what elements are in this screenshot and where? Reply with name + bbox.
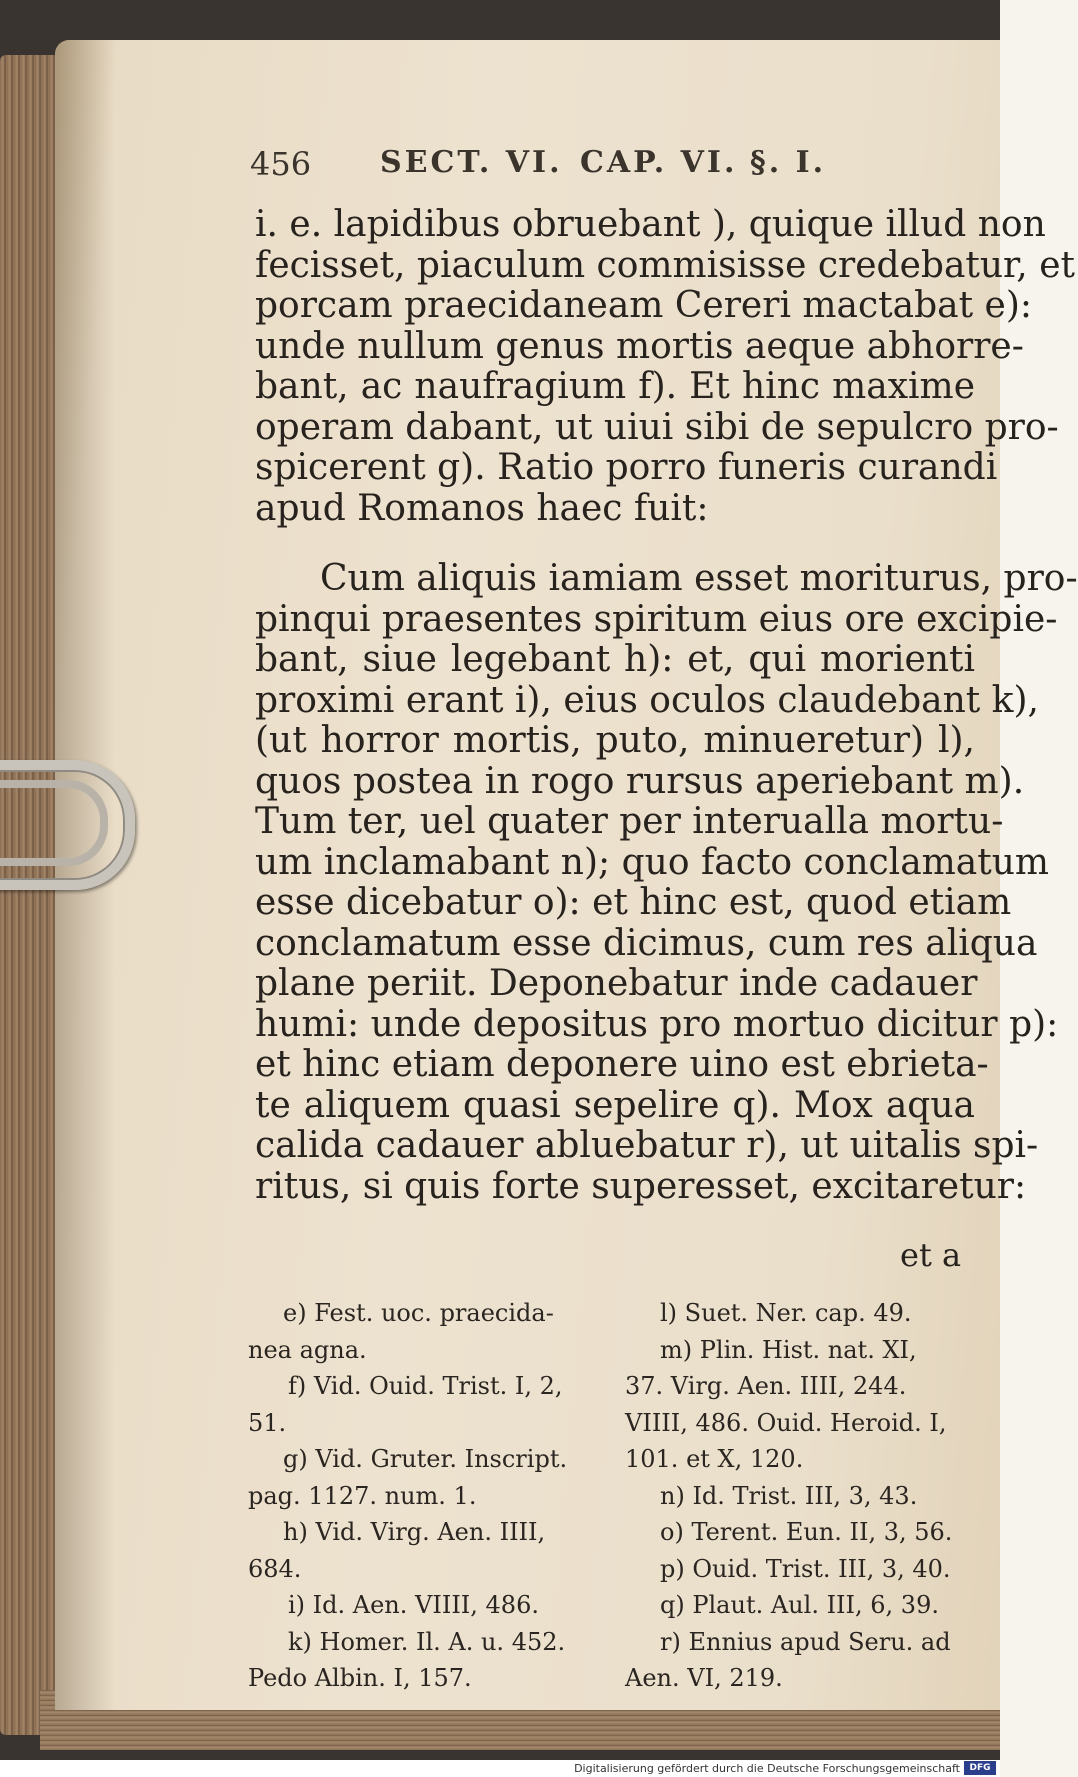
text-line: (ut horror mortis, puto, minueretur) l),: [255, 720, 975, 761]
book-page-edges: [0, 55, 62, 1735]
footnote-line: l) Suet. Ner. cap. 49.: [660, 1299, 912, 1327]
main-text: [255, 204, 1078, 1207]
text-line: conclamatum esse dicimus, cum res aliqua: [255, 922, 1038, 964]
text-line: bant, ac naufragium f). Et hinc maxime: [255, 366, 975, 407]
paragraph-label: §. I.: [750, 145, 827, 180]
footnote-line: m) Plin. Hist. nat. XI,: [660, 1335, 917, 1364]
footnote-line: 37. Virg. Aen. IIII, 244.: [625, 1372, 907, 1400]
text-line: bant, siue legebant h): et, qui morienti: [255, 639, 975, 680]
funding-credit: Digitalisierung gefördert durch die Deutsche Forschungsgemeinschaft: [574, 1762, 960, 1775]
footnote-line: nea agna.: [248, 1335, 367, 1364]
dfg-logo-icon: DFG: [964, 1761, 996, 1775]
footnote-line: 101. et X, 120.: [625, 1445, 804, 1473]
chapter-label: CAP. VI.: [580, 145, 738, 180]
text-line: Cum aliquis iamiam esset moriturus, pro-: [320, 558, 1078, 599]
footnote-line: r) Ennius apud Seru. ad: [660, 1627, 951, 1656]
paper-clip-inner-icon: [0, 780, 108, 866]
text-line: i. e. lapidibus obruebant ), quique illud non: [255, 204, 1046, 245]
footnote-line: Pedo Albin. I, 157.: [248, 1664, 472, 1692]
footnotes-right: [625, 1295, 970, 1697]
footnote-line: i) Id. Aen. VIIII, 486.: [288, 1591, 539, 1619]
text-line: quos postea in rogo rursus aperiebant m).: [255, 760, 1025, 802]
text-line: spicerent g). Ratio porro funeris curandi: [255, 447, 998, 488]
section-label: SECT. VI.: [380, 145, 563, 180]
text-line: apud Romanos haec fuit:: [255, 487, 709, 529]
running-header: [250, 145, 870, 191]
text-line: ritus, si quis forte superesset, excitaretur:: [255, 1165, 1027, 1207]
text-line: porcam praecidaneam Cereri mactabat e):: [255, 285, 1032, 326]
footnote-line: k) Homer. Il. A. u. 452.: [288, 1627, 566, 1656]
text-line: plane periit. Deponebatur inde cadauer: [255, 963, 978, 1004]
text-line: operam dabant, ut uiui sibi de sepulcro pro-: [255, 406, 1059, 448]
text-line: humi: unde depositus pro mortuo dicitur p):: [255, 1003, 1059, 1045]
text-line: te aliquem quasi sepelire q). Mox aqua: [255, 1084, 975, 1126]
text-line: unde nullum genus mortis aeque abhorre-: [255, 325, 1024, 367]
text-line: calida cadauer abluebatur r), ut uitalis spi-: [255, 1125, 1039, 1166]
text-line: Tum ter, uel quater per interualla mortu-: [255, 801, 1004, 842]
page-number: 456: [250, 145, 312, 183]
text-line: esse dicebatur o): et hinc est, quod etiam: [255, 882, 1012, 923]
footnote-line: pag. 1127. num. 1.: [248, 1481, 477, 1510]
text-line: proximi erant i), eius oculos claudebant k),: [255, 679, 1039, 721]
footnote-line: 684.: [248, 1554, 302, 1583]
footnote-line: 51.: [248, 1408, 287, 1437]
footnote-line: q) Plaut. Aul. III, 6, 39.: [660, 1591, 939, 1619]
footnote-line: f) Vid. Ouid. Trist. I, 2,: [288, 1372, 563, 1400]
text-line: um inclamabant n); quo facto conclamatum: [255, 841, 1050, 883]
catchword: et a: [900, 1236, 962, 1274]
footnote-line: p) Ouid. Trist. III, 3, 40.: [660, 1554, 951, 1583]
footnote-line: VIIII, 486. Ouid. Heroid. I,: [625, 1408, 947, 1437]
footnote-line: Aen. VI, 219.: [625, 1664, 783, 1692]
footnote-line: h) Vid. Virg. Aen. IIII,: [283, 1518, 546, 1546]
footnotes-left: [248, 1295, 593, 1697]
text-line: et hinc etiam deponere uino est ebrieta-: [255, 1044, 989, 1085]
footnote-line: o) Terent. Eun. II, 3, 56.: [660, 1518, 953, 1546]
footnote-line: e) Fest. uoc. praecida-: [283, 1299, 554, 1327]
footnote-line: g) Vid. Gruter. Inscript.: [283, 1445, 568, 1473]
text-line: fecisset, piaculum commisisse credebatur, et: [255, 244, 1075, 286]
text-line: pinqui praesentes spiritum eius ore excipie-: [255, 598, 1058, 640]
footnote-line: n) Id. Trist. III, 3, 43.: [660, 1481, 918, 1510]
